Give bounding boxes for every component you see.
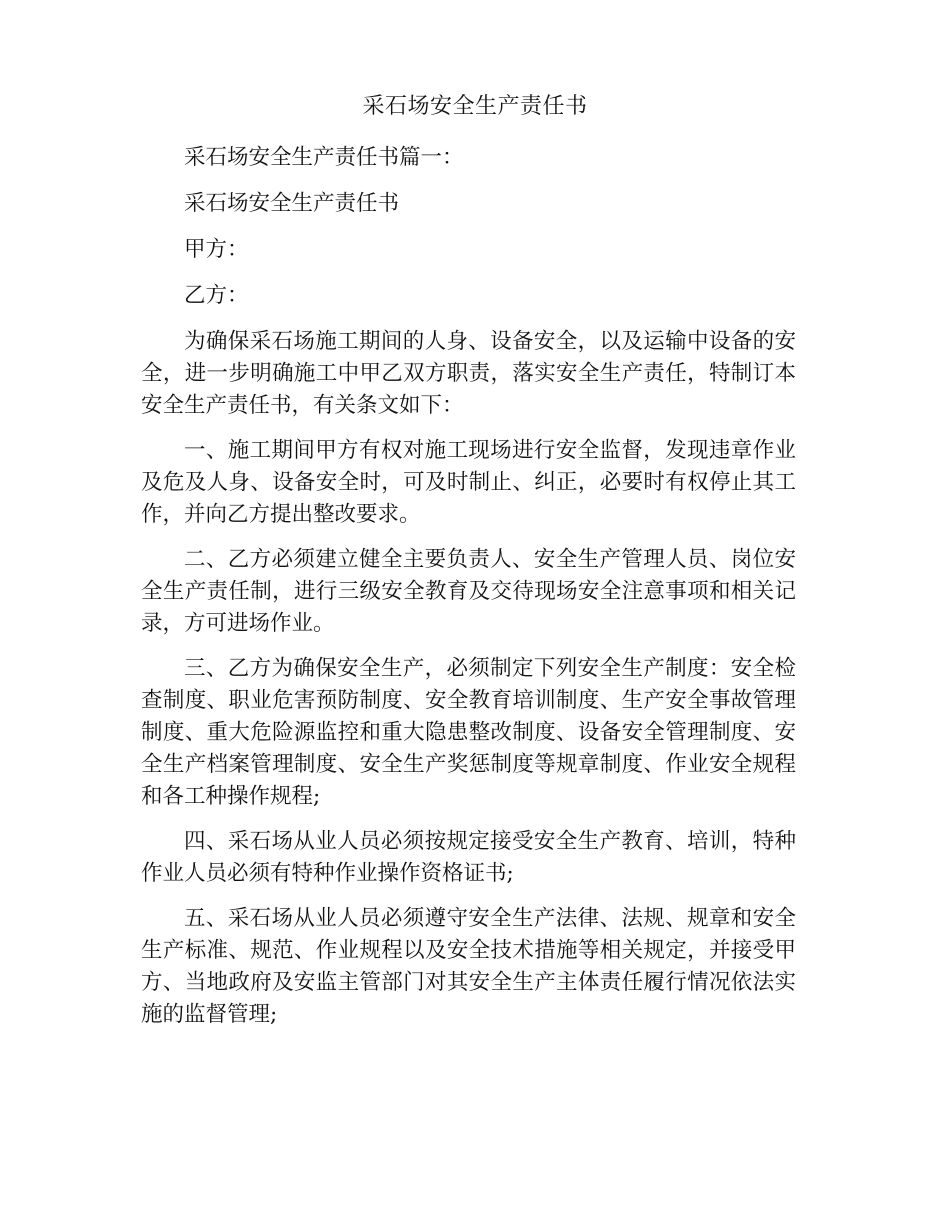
intro-paragraph: 为确保采石场施工期间的人身、设备安全，以及运输中设备的安全，进一步明确施工中甲乙双方职责，落实安全生产责任，特制订本安全生产责任书，有关条文如下： <box>141 329 796 418</box>
document-body <box>141 142 796 1044</box>
clause-5: 五、采石场从业人员必须遵守安全生产法律、法规、规章和安全生产标准、规范、作业规程以及安全技术措施等相关规定，并接受甲方、当地政府及安监主管部门对其安全生产主体责任履行情况依法实施的监督管理; <box>141 906 796 1027</box>
clause-2: 二、乙方必须建立健全主要负责人、安全生产管理人员、岗位安全生产责任制，进行三级安全教育及交待现场安全注意事项和相关记录，方可进场作业。 <box>141 547 796 636</box>
clause-1: 一、施工期间甲方有权对施工现场进行安全监督，发现违章作业及危及人身、设备安全时，可及时制止、纠正，必要时有权停止其工作，并向乙方提出整改要求。 <box>141 438 796 527</box>
document-title: 采石场安全生产责任书 <box>362 94 588 119</box>
clause-3: 三、乙方为确保安全生产，必须制定下列安全生产制度：安全检查制度、职业危害预防制度、安全教育培训制度、生产安全事故管理制度、重大危险源监控和重大隐患整改制度、设备安全管理制度、安全生产档案管理制度、安全生产奖惩制度等规章制度、作业安全规程和各工种操作规程; <box>141 656 796 809</box>
section-heading: 采石场安全生产责任书篇一： <box>184 145 464 170</box>
party-b-label: 乙方： <box>184 283 249 308</box>
clause-4: 四、采石场从业人员必须按规定接受安全生产教育、培训，特种作业人员必须有特种作业操作资格证书; <box>141 829 796 886</box>
subtitle: 采石场安全生产责任书 <box>184 191 400 216</box>
party-a-label: 甲方： <box>184 237 249 262</box>
